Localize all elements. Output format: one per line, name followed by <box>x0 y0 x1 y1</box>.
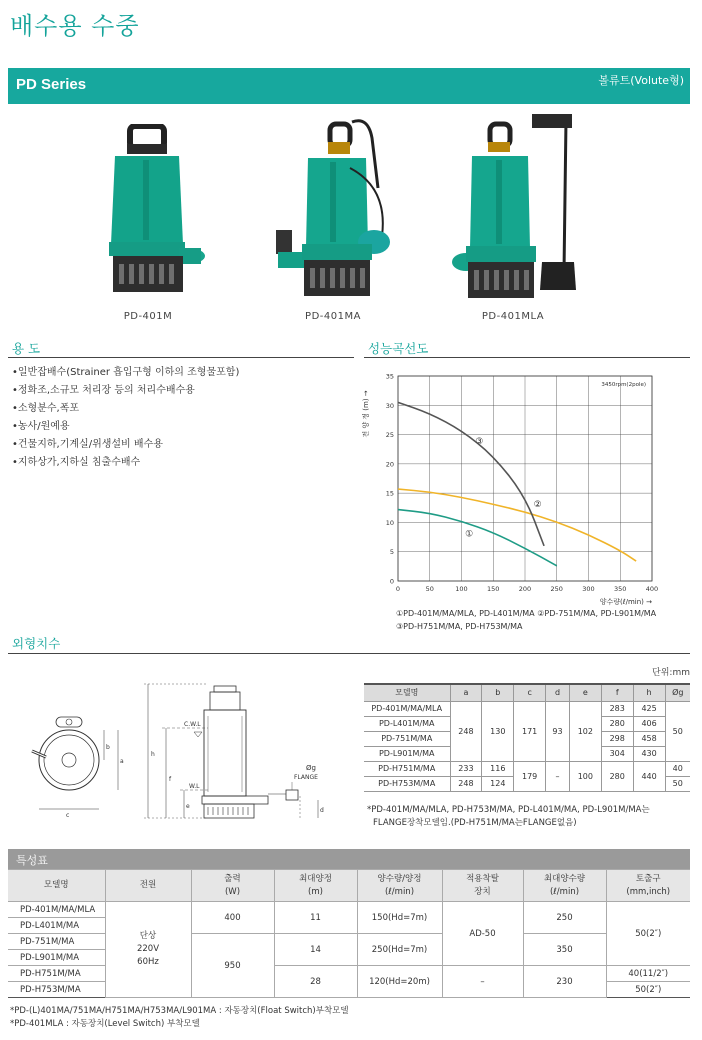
usage-item: •일반잡배수(Strainer 흡입구형 이하의 조형물포함) <box>12 367 240 378</box>
model-cell: PD-L901M/MA <box>364 746 450 761</box>
table-header: a <box>450 684 482 701</box>
x-tick-label: 400 <box>645 585 659 593</box>
chart-legend-line-1: ①PD-401M/MA/MLA, PD-L401M/MA ②PD-751M/MA, PD-L901M/MA <box>396 609 657 618</box>
model-cell: PD-H753M/MA <box>364 776 450 791</box>
table-header: d <box>546 684 570 701</box>
spec-header: 토출구 (mm,inch) <box>606 870 690 902</box>
usage-divider <box>8 357 354 358</box>
spec-note <box>10 1005 349 1031</box>
output-cell: 950 <box>191 934 274 998</box>
spec-heading: 특성표 <box>8 849 690 869</box>
unit-note: 단위:mm <box>652 668 690 678</box>
series-header-bar <box>8 68 690 104</box>
dim-e-cell: 100 <box>569 761 601 791</box>
flow-head-cell: 250(Hd=7m) <box>357 934 442 966</box>
x-axis-label: 양수량(ℓ/min) → <box>599 598 652 606</box>
table-header: c <box>514 684 546 701</box>
output-cell: 400 <box>191 902 274 934</box>
power-cell: 단상 220V 60Hz <box>105 902 191 998</box>
dim-h-cell: 458 <box>633 731 665 746</box>
curve-marker-1: ① <box>465 529 474 540</box>
spec-table <box>8 869 690 998</box>
model-cell: PD-H751M/MA <box>364 761 450 776</box>
spec-header: 모델명 <box>8 870 105 902</box>
spec-header: 최대양수량 (ℓ/min) <box>523 870 606 902</box>
x-tick-label: 150 <box>487 585 500 593</box>
table-header: b <box>482 684 514 701</box>
usage-heading: 용 도 <box>12 341 41 356</box>
spec-note-line: *PD-(L)401MA/751MA/H751MA/H753MA/L901MA : 자동장치(Float Switch)부착모델 <box>10 1006 349 1016</box>
dim-h-cell: 440 <box>633 761 665 791</box>
dim-f-cell: 283 <box>601 701 633 716</box>
max-flow-cell: 350 <box>523 934 606 966</box>
curve-marker-2: ② <box>533 500 542 511</box>
spec-header: 적용착탈 장치 <box>442 870 523 902</box>
y-tick-label: 0 <box>389 577 394 586</box>
dim-label-e: e <box>186 803 190 810</box>
dim-f-cell: 304 <box>601 746 633 761</box>
spec-note-line: *PD-401MLA : 자동장치(Level Switch) 부착모델 <box>10 1019 200 1029</box>
spec-header: 출력 (W) <box>191 870 274 902</box>
usage-item: •건물지하,기계실/위생설비 배수용 <box>12 439 163 450</box>
x-tick-label: 200 <box>518 585 532 593</box>
dimension-note <box>367 804 692 830</box>
dim-g-cell: 40 <box>665 761 690 776</box>
pump-image-pd-401m <box>95 124 205 304</box>
x-tick-label: 350 <box>614 585 627 593</box>
table-row <box>364 701 690 716</box>
performance-chart <box>362 366 692 610</box>
outlet-cell: 50(2″) <box>606 902 690 966</box>
table-header: h <box>633 684 665 701</box>
chart-heading: 성능곡선도 <box>368 341 429 356</box>
device-cell: – <box>442 966 523 998</box>
device-cell: AD-50 <box>442 902 523 966</box>
model-cell: PD-L901M/MA <box>8 950 105 966</box>
flow-head-cell: 120(Hd=20m) <box>357 966 442 998</box>
x-tick-label: 300 <box>582 585 595 593</box>
rpm-note: 3450rpm(2pole) <box>601 382 646 388</box>
table-header: e <box>569 684 601 701</box>
dim-f-cell: 280 <box>601 716 633 731</box>
model-cell: PD-751M/MA <box>8 934 105 950</box>
product-caption-1: PD-401M <box>123 311 173 322</box>
spec-header: 양수량/양정 (ℓ/min) <box>357 870 442 902</box>
curve-2 <box>398 489 636 561</box>
model-cell: PD-L401M/MA <box>8 918 105 934</box>
outlet-cell: 40(11/2″) <box>606 966 690 982</box>
model-cell: PD-H753M/MA <box>8 982 105 998</box>
table-header-row <box>8 870 690 902</box>
x-tick-label: 50 <box>425 585 434 593</box>
y-axis-label: 전 양 정 (m) → <box>362 390 370 438</box>
dim-b-cell: 124 <box>482 776 514 791</box>
dim-label-d: d <box>320 807 324 814</box>
model-cell: PD-H751M/MA <box>8 966 105 982</box>
dim-c-cell: 171 <box>514 701 546 761</box>
phig-label: Øg <box>306 764 316 772</box>
max-flow-cell: 230 <box>523 966 606 998</box>
dim-b-cell: 116 <box>482 761 514 776</box>
dim-h-cell: 430 <box>633 746 665 761</box>
dim-a-cell: 248 <box>450 776 482 791</box>
y-tick-label: 5 <box>389 548 394 557</box>
y-tick-label: 10 <box>385 518 394 527</box>
dim-a-cell: 233 <box>450 761 482 776</box>
dim-c-cell: 179 <box>514 761 546 791</box>
dimension-note-line: *PD-401M/MA/MLA, PD-H753M/MA, PD-L401M/MA, PD-L901M/MA는 <box>367 805 650 815</box>
dim-f-cell: 298 <box>601 731 633 746</box>
dim-label-a: a <box>120 758 124 765</box>
flange-label: FLANGE <box>294 774 318 781</box>
dim-g-cell: 50 <box>665 701 690 761</box>
spec-header: 최대양정 (m) <box>274 870 357 902</box>
model-cell: PD-751M/MA <box>364 731 450 746</box>
cwl-label: C.W.L <box>184 721 201 728</box>
dim-d-cell: 93 <box>546 701 570 761</box>
model-cell: PD-401M/MA/MLA <box>8 902 105 918</box>
max-head-cell: 28 <box>274 966 357 998</box>
dim-h-cell: 425 <box>633 701 665 716</box>
model-cell: PD-401M/MA/MLA <box>364 701 450 716</box>
dim-d-cell: – <box>546 761 570 791</box>
usage-item: •정화조,소규모 처리장 등의 처리수배수용 <box>12 385 195 396</box>
table-header-row <box>364 684 690 701</box>
y-tick-label: 35 <box>385 372 394 381</box>
table-row <box>8 902 690 918</box>
dim-label-h: h <box>151 751 155 758</box>
wl-label: W.L <box>189 783 200 790</box>
dimension-note-line: FLANGE장착모델임.(PD-H751M/MA는FLANGE없음) <box>373 818 577 828</box>
dim-label-b: b <box>106 744 110 751</box>
pump-image-pd-401ma <box>268 118 398 304</box>
y-tick-label: 30 <box>385 401 394 410</box>
dim-label-c: c <box>66 812 70 819</box>
dim-f-cell: 280 <box>601 761 633 791</box>
dimension-table <box>364 683 690 792</box>
table-header: Øg <box>665 684 690 701</box>
series-type: 볼류트(Volute형) <box>598 74 684 87</box>
x-tick-label: 100 <box>455 585 468 593</box>
x-tick-label: 250 <box>550 585 563 593</box>
pump-image-pd-401mla <box>446 112 586 304</box>
outlet-cell: 50(2″) <box>606 982 690 998</box>
dim-a-cell: 248 <box>450 701 482 761</box>
top-view-drawing <box>26 705 146 820</box>
flow-head-cell: 150(Hd=7m) <box>357 902 442 934</box>
product-caption-2: PD-401MA <box>305 311 361 322</box>
page-title: 배수용 수중 <box>10 12 140 40</box>
x-tick-label: 0 <box>395 585 401 593</box>
y-tick-label: 15 <box>385 489 394 498</box>
usage-item: •농사/원예용 <box>12 421 70 432</box>
dim-g-cell: 50 <box>665 776 690 791</box>
outline-divider <box>8 653 690 654</box>
model-cell: PD-L401M/MA <box>364 716 450 731</box>
chart-divider <box>364 357 690 358</box>
chart-legend <box>396 607 656 633</box>
max-head-cell: 11 <box>274 902 357 934</box>
table-row <box>364 761 690 776</box>
max-head-cell: 14 <box>274 934 357 966</box>
dim-h-cell: 406 <box>633 716 665 731</box>
curve-marker-3: ③ <box>475 436 484 447</box>
dim-label-f: f <box>169 776 172 783</box>
table-header: 모델명 <box>364 684 450 701</box>
side-view-drawing <box>142 676 332 826</box>
spec-header: 전원 <box>105 870 191 902</box>
table-header: f <box>601 684 633 701</box>
y-tick-label: 25 <box>385 431 394 440</box>
outline-heading: 외형치수 <box>12 636 61 651</box>
series-name: PD Series <box>16 76 87 93</box>
chart-legend-line-2: ③PD-H751M/MA, PD-H753M/MA <box>396 622 523 631</box>
usage-item: •지하상가,지하실 침출수배수 <box>12 457 141 468</box>
y-tick-label: 20 <box>385 460 394 469</box>
max-flow-cell: 250 <box>523 902 606 934</box>
usage-list <box>12 364 239 472</box>
product-caption-3: PD-401MLA <box>481 311 545 322</box>
dim-b-cell: 130 <box>482 701 514 761</box>
usage-item: •소형분수,폭포 <box>12 403 80 414</box>
dim-e-cell: 102 <box>569 701 601 761</box>
